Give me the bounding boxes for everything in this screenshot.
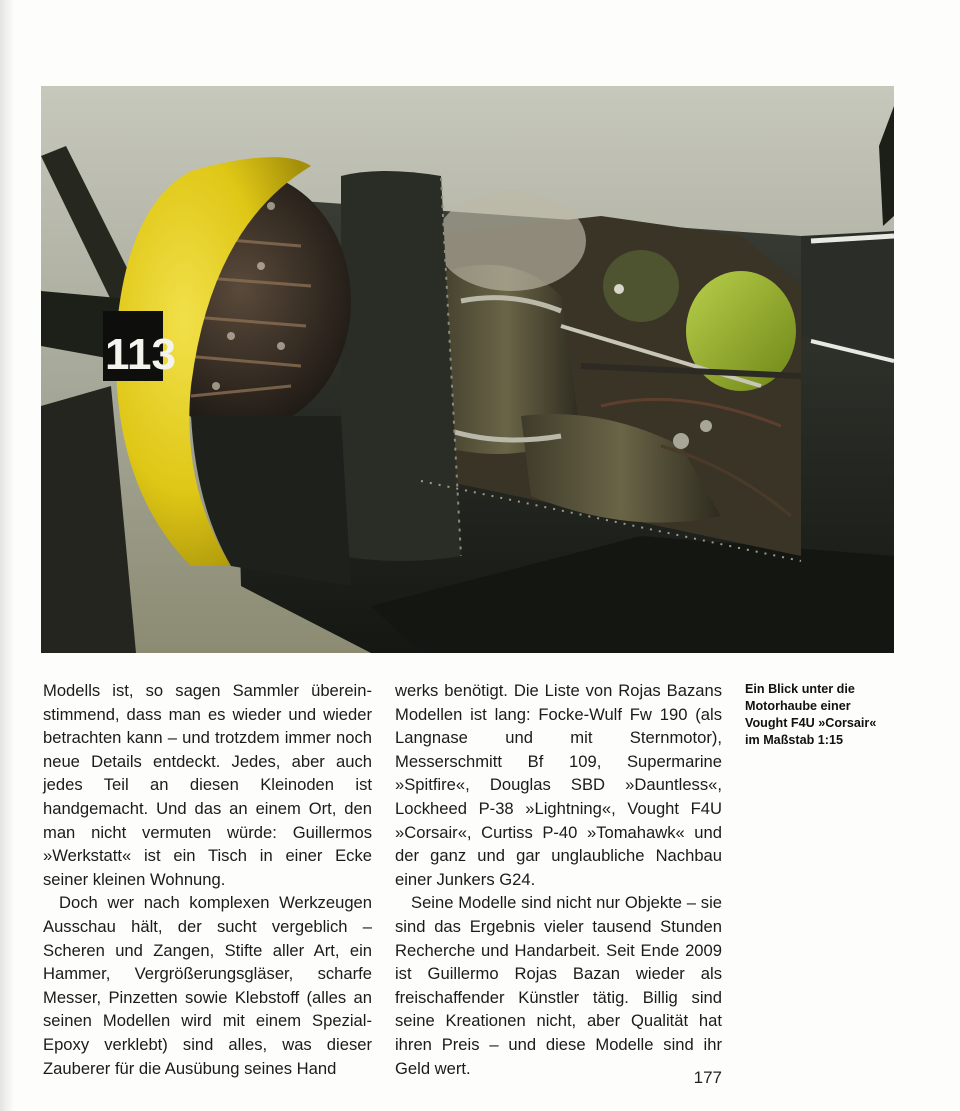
paragraph: Doch wer nach komplexen Werkzeugen Ausschau hält, der sucht vergeblich – Scheren und Zangen, Stifte aller Art, ein Hammer, Vergrößerungsgläser, scharfe Messer, Pinzetten sowie Klebstoff (alles an seinen Modellen wird mit einem Spezial-Epoxy verklebt) sind alles, was dieser Zauberer für die Ausübung seines Hand [43,893,372,1078]
fuselage-panel [801,231,894,356]
fuselage-number: 113 [105,330,176,379]
text-column-left [43,679,372,1080]
cowl-panel-ring [341,171,461,561]
paragraph: Modells ist, so sagen Sammler übereinstimmend, dass man es wieder und wieder betrachten kann – und trotzdem immer noch neue Details entdeckt. Jedes, aber auch jedes Teil an diesen Kleinoden ist handgemacht. Und das an einem Ort, den man nicht vermuten würde: Guillermos »Werkstatt« ist ein Tisch in einer Ecke seiner kleinen Wohnung. [43,681,372,889]
page-gutter-shadow [0,0,14,1111]
text-column-right [395,679,722,1080]
paragraph: Seine Modelle sind nicht nur Objekte – sie sind das Ergebnis vieler tausend Stunden Recherche und Handarbeit. Seit Ende 2009 ist Guillermo Rojas Bazan wieder als freischaffender Künstler tätig. Billig sind seine Kreationen nicht, aber Qualität hat ihren Preis – und diese Modelle sind ihr Geld wert. [395,893,722,1078]
small-tank [603,250,679,322]
photo-caption: Ein Blick unter die Motorhaube einer Vought F4U »Corsair« im Maßstab 1:15 [745,682,877,747]
supercharger [436,191,586,291]
page-number: 177 [693,1068,722,1087]
paragraph-continuation: werks benötigt. Die Liste von Rojas Bazans Modellen ist lang: Focke-Wulf Fw 190 (als Langnase und mit Sternmotor), Messerschmitt Bf 109, Supermarine »Spitfire«, Douglas SBD »Dauntless«, Lockheed P-38 »Lightning«, Vought F4U »Corsair«, Curtiss P-40 »Tomahawk« und der ganz und gar unglaubliche Nachbau einer Junkers G24. [395,681,722,889]
corsair-engine-photo [41,86,894,653]
